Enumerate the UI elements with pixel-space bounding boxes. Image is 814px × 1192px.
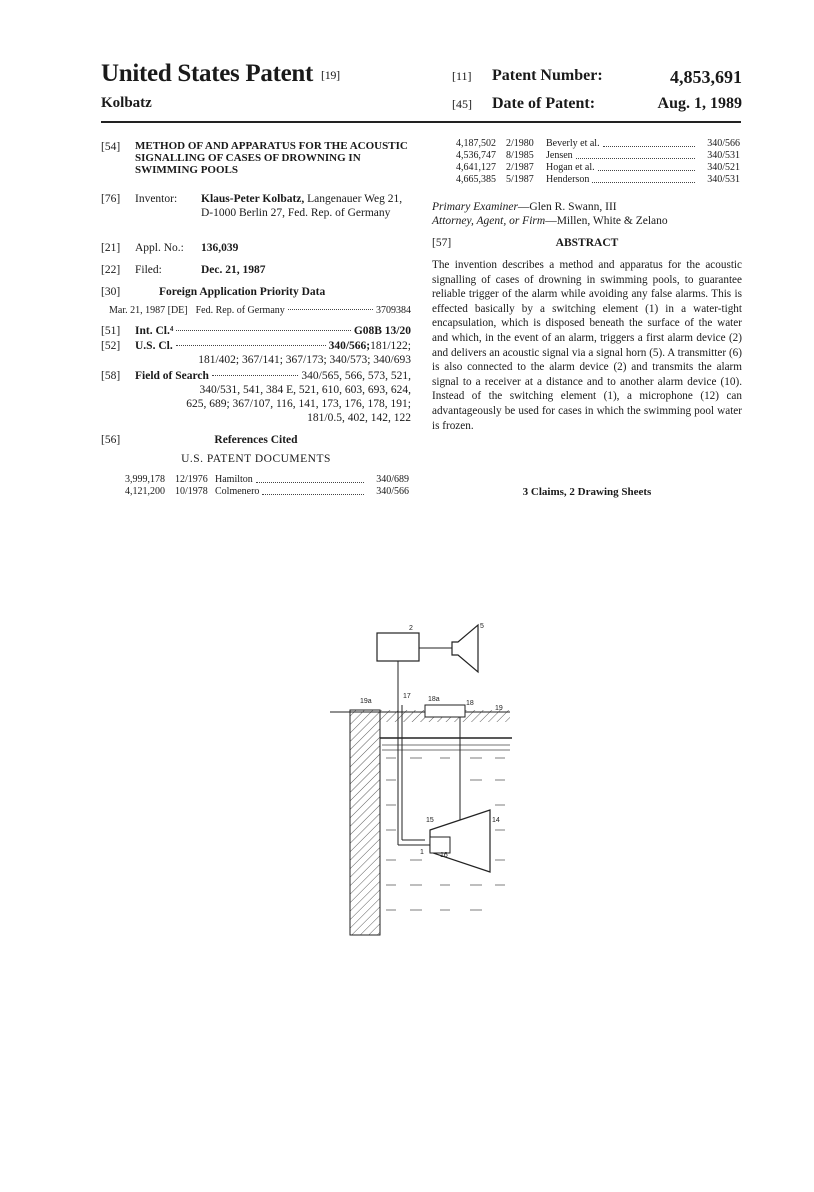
patent-number-label: Patent Number: bbox=[492, 67, 603, 84]
label-17: 17 bbox=[403, 693, 411, 700]
field-code-51: [51] bbox=[101, 325, 121, 337]
drawing-figure bbox=[330, 600, 520, 940]
inventor-surname: Kolbatz bbox=[101, 95, 152, 111]
attorney-label: Attorney, Agent, or Firm bbox=[432, 215, 546, 227]
date-of-patent-row bbox=[452, 95, 742, 113]
ref-date: 12/1976 bbox=[175, 474, 208, 485]
field-code-21: [21] bbox=[101, 242, 121, 254]
dot-leader bbox=[212, 375, 299, 376]
right-refs-list bbox=[456, 138, 740, 186]
field-code-30: [30] bbox=[101, 286, 121, 298]
priority-head: Foreign Application Priority Data bbox=[159, 286, 326, 298]
search-value-3: 625, 689; 367/107, 116, 141, 173, 176, 178, 191; bbox=[186, 398, 411, 410]
dot-leader bbox=[576, 147, 695, 159]
ref-class: 340/531 bbox=[707, 174, 740, 185]
switching-element bbox=[430, 837, 450, 853]
label-18: 18 bbox=[466, 700, 474, 707]
priority-row bbox=[109, 304, 411, 318]
date-of-patent: Aug. 1, 1989 bbox=[657, 95, 742, 112]
uscl-value-1: 340/566; bbox=[328, 340, 371, 352]
priority-date: Mar. 21, 1987 [DE] bbox=[109, 305, 188, 316]
field-code-56: [56] bbox=[101, 434, 121, 446]
ref-number: 4,665,385 bbox=[456, 174, 496, 185]
priority-country: Fed. Rep. of Germany bbox=[195, 305, 285, 316]
field-code-22: [22] bbox=[101, 264, 121, 276]
inventor-name: Klaus-Peter Kolbatz, bbox=[201, 193, 305, 205]
patent-number-code: [11] bbox=[452, 69, 472, 83]
date-code: [45] bbox=[452, 97, 472, 111]
search-value-2: 340/531, 541, 384 E, 521, 610, 603, 693, 624, bbox=[199, 384, 411, 396]
alarm-device-box bbox=[377, 633, 419, 661]
label-19a: 19a bbox=[360, 698, 372, 705]
refs-head: References Cited bbox=[214, 434, 298, 446]
ref-date: 2/1987 bbox=[506, 162, 534, 173]
label-18a: 18a bbox=[428, 696, 440, 703]
mount-bracket bbox=[425, 705, 465, 717]
ref-class: 340/566 bbox=[376, 486, 409, 497]
intcl-value: G08B 13/20 bbox=[353, 325, 411, 337]
ref-name: Hogan et al. bbox=[546, 162, 595, 173]
primary-examiner-label: Primary Examiner bbox=[432, 201, 518, 213]
ref-row bbox=[456, 174, 740, 186]
appl-number: 136,039 bbox=[201, 242, 239, 254]
field-code-52: [52] bbox=[101, 340, 121, 352]
dot-leader bbox=[176, 345, 326, 346]
ref-name: Hamilton bbox=[215, 474, 253, 485]
label-14: 14 bbox=[492, 817, 500, 824]
primary-examiner-name: —Glen R. Swann, III bbox=[517, 201, 617, 213]
dot-leader bbox=[262, 483, 364, 495]
ref-name: Beverly et al. bbox=[546, 138, 600, 149]
ref-number: 4,187,502 bbox=[456, 138, 496, 149]
primary-examiner bbox=[432, 200, 742, 214]
ref-name: Jensen bbox=[546, 150, 573, 161]
us-docs-head: U.S. PATENT DOCUMENTS bbox=[181, 453, 331, 465]
left-column bbox=[101, 138, 411, 508]
ref-date: 2/1980 bbox=[506, 138, 534, 149]
label-2: 2 bbox=[409, 625, 413, 632]
ref-name: Colmenero bbox=[215, 486, 260, 497]
ref-class: 340/689 bbox=[376, 474, 409, 485]
dot-leader bbox=[256, 471, 364, 483]
intcl-label: Int. Cl.⁴ bbox=[135, 325, 174, 337]
ref-date: 8/1985 bbox=[506, 150, 534, 161]
label-5: 5 bbox=[480, 623, 484, 630]
pool-wall bbox=[350, 710, 380, 935]
priority-number: 3709384 bbox=[376, 305, 411, 316]
ref-class: 340/521 bbox=[707, 162, 740, 173]
label-1: 1 bbox=[420, 849, 424, 856]
inventor-label: Inventor: bbox=[135, 193, 178, 205]
uscl-value-2: 181/122; bbox=[370, 340, 411, 352]
title-text: United States Patent bbox=[101, 60, 314, 87]
search-value-4: 181/0.5, 402, 142, 122 bbox=[307, 412, 411, 424]
ref-row bbox=[125, 486, 409, 498]
uscl-label: U.S. Cl. bbox=[135, 340, 173, 352]
patent-number-row bbox=[452, 67, 742, 85]
field-code-54: [54] bbox=[101, 141, 121, 153]
label-19: 19 bbox=[495, 705, 503, 712]
patent-number: 4,853,691 bbox=[670, 67, 742, 87]
abstract-text: The invention describes a method and apparatus for the acoustic signalling of cases of drowning in swimming pools, to guarantee reliable trigger of the alarm while avoiding any false alarms. This is effected basically by a switching element (1) in a water-tight encapsulation, which is disposed beneath the surface of the water and which, in the event of an alarm, triggers a first alarm device (2) and delivers an acoustic signal via a signal horn (5). A transmitter (6) is also connected to the alarm device (2) and transmits the alarm signal to a receiver at a distance and to another alarm device (10). Instead of the switching element (1), a microphone (12) can advantageously be used for cases in which the swimming pool water is frozen. bbox=[432, 259, 742, 432]
right-column bbox=[432, 138, 742, 508]
ref-class: 340/566 bbox=[707, 138, 740, 149]
dot-leader bbox=[592, 171, 695, 183]
dot-leader bbox=[603, 135, 695, 147]
dot-leader bbox=[288, 309, 373, 310]
attorney-name: —Millen, White & Zelano bbox=[545, 215, 668, 227]
field-code-58: [58] bbox=[101, 370, 121, 382]
header-rule bbox=[101, 121, 741, 123]
field-code-57: [57] bbox=[432, 237, 452, 249]
filed-label: Filed: bbox=[135, 264, 162, 276]
patent-title bbox=[101, 60, 340, 88]
dot-leader bbox=[176, 330, 351, 331]
date-label: Date of Patent: bbox=[492, 95, 596, 112]
title-code: [19] bbox=[321, 68, 340, 82]
ref-number: 3,999,178 bbox=[125, 474, 165, 485]
ref-class: 340/531 bbox=[707, 150, 740, 161]
field-code-76: [76] bbox=[101, 193, 121, 205]
uscl-value-3: 181/402; 367/141; 367/173; 340/573; 340/693 bbox=[198, 354, 411, 366]
appl-label: Appl. No.: bbox=[135, 242, 184, 254]
left-refs-list bbox=[125, 474, 409, 498]
claims-line: 3 Claims, 2 Drawing Sheets bbox=[522, 486, 652, 498]
ref-date: 5/1987 bbox=[506, 174, 534, 185]
label-15: 15 bbox=[426, 817, 434, 824]
ref-name: Henderson bbox=[546, 174, 590, 185]
search-label: Field of Search bbox=[135, 370, 209, 382]
ref-number: 4,641,127 bbox=[456, 162, 496, 173]
invention-title: METHOD OF AND APPARATUS FOR THE ACOUSTIC SIGNALLING OF CASES OF DROWNING IN SWIMMING POOLS bbox=[135, 140, 408, 176]
abstract-head: ABSTRACT bbox=[555, 237, 619, 249]
signal-horn bbox=[452, 625, 478, 672]
ref-date: 10/1978 bbox=[175, 486, 208, 497]
label-16: 16 bbox=[440, 852, 448, 859]
ref-number: 4,121,200 bbox=[125, 486, 165, 497]
inventor-address: Langenauer Weg 21, D-1000 Berlin 27, Fed. Rep. of Germany bbox=[201, 193, 403, 219]
ref-number: 4,536,747 bbox=[456, 150, 496, 161]
search-value-1: 340/565, 566, 573, 521, bbox=[301, 370, 411, 382]
filed-date: Dec. 21, 1987 bbox=[201, 264, 266, 276]
dot-leader bbox=[598, 159, 695, 171]
attorney bbox=[432, 214, 742, 228]
